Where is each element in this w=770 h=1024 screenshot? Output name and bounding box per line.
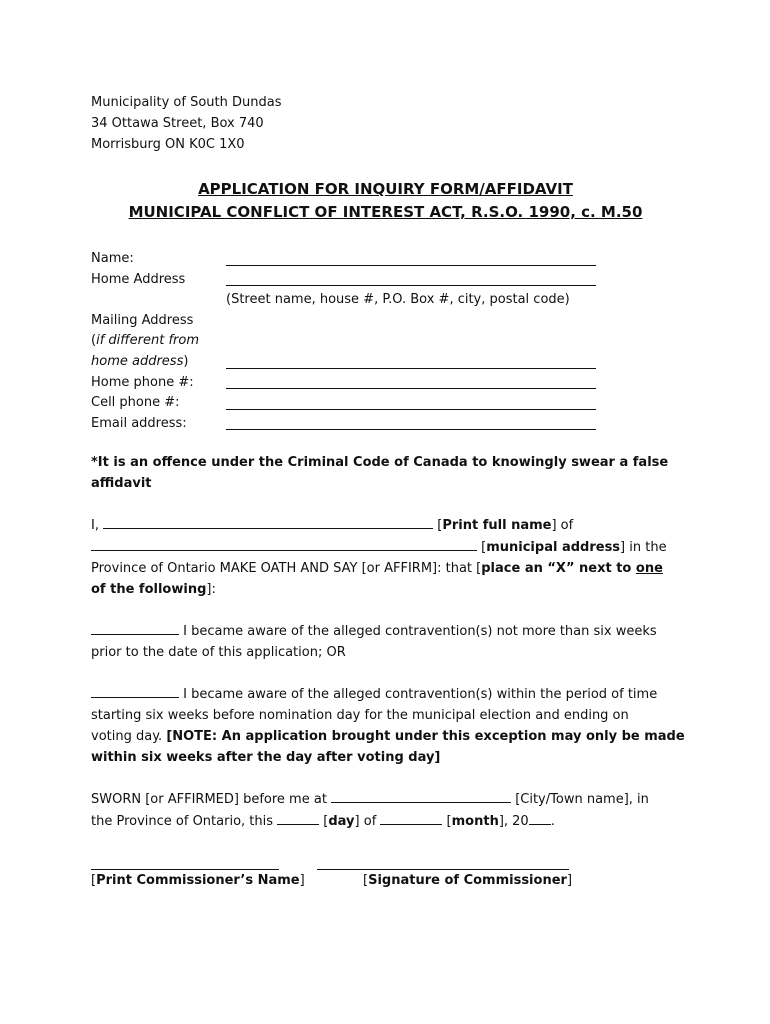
email-field[interactable]	[226, 415, 596, 430]
mailing-address-row-2	[91, 331, 680, 352]
commissioner-name-line[interactable]	[91, 856, 279, 870]
offence-warning	[91, 452, 680, 494]
home-phone-row	[91, 373, 680, 394]
sworn-statement	[91, 788, 680, 832]
oath-line-1: I, [Print full name] of	[91, 514, 680, 536]
option-1-line-2: prior to the date of this application; OR	[91, 645, 346, 661]
oath-line-4: of the following]:	[91, 582, 216, 598]
oath-line-3: Province of Ontario MAKE OATH AND SAY [or AFFIRM]: that [place an “X” next to one	[91, 561, 663, 577]
full-name-blank[interactable]	[103, 514, 433, 529]
mailing-address-label: Mailing Address	[91, 312, 194, 328]
option-1-line-1: I became aware of the alleged contravention(s) not more than six weeks	[91, 620, 680, 642]
name-label: Name:	[91, 251, 134, 266]
address-line-2: 34 Ottawa Street, Box 740	[91, 116, 264, 131]
home-phone-label: Home phone #:	[91, 374, 194, 390]
commissioner-signature-block	[91, 856, 681, 896]
option-2-line-4: within six weeks after the day after voting day]	[91, 750, 441, 766]
name-field[interactable]	[226, 251, 596, 266]
mailing-address-row	[91, 311, 680, 332]
email-row	[91, 414, 680, 435]
option-2-line-2: starting six weeks before nomination day for the municipal election and ending on	[91, 708, 629, 724]
option-1	[91, 620, 680, 663]
commissioner-signature-label: [Signature of Commissioner]	[363, 873, 573, 888]
option-2-line-1: I became aware of the alleged contravention(s) within the period of time	[91, 683, 680, 705]
option-2-line-3: voting day. [NOTE: An application brought under this exception may only be made	[91, 729, 685, 745]
warning-line-1: *It is an offence under the Criminal Code of Canada to knowingly swear a false	[91, 455, 669, 471]
mailing-address-row-3	[91, 352, 680, 373]
if-different-label: (if different from	[91, 333, 199, 349]
municipality-address	[91, 92, 680, 155]
commissioner-signature-line[interactable]	[317, 856, 569, 870]
commissioner-name-label: [Print Commissioner’s Name]	[91, 873, 305, 888]
home-address-note: (Street name, house #, P.O. Box #, city, postal code)	[226, 292, 570, 308]
name-row	[91, 249, 680, 270]
warning-line-2: affidavit	[91, 476, 152, 492]
year-blank[interactable]	[529, 810, 551, 825]
sworn-line-2: the Province of Ontario, this [day] of [month], 20 .	[91, 810, 680, 832]
sworn-line-1: SWORN [or AFFIRMED] before me at [City/Town name], in	[91, 788, 680, 810]
oath-line-2: [municipal address] in the	[91, 536, 680, 558]
cell-phone-label: Cell phone #:	[91, 395, 180, 411]
day-blank[interactable]	[277, 810, 319, 825]
home-address-hint: home address)	[91, 353, 189, 369]
city-town-blank[interactable]	[331, 788, 511, 803]
oath-statement	[91, 514, 680, 600]
home-address-label: Home Address	[91, 271, 186, 287]
option-2	[91, 683, 685, 768]
applicant-fields	[91, 249, 680, 434]
address-line-3: Morrisburg ON K0C 1X0	[91, 137, 245, 152]
month-blank[interactable]	[380, 810, 442, 825]
municipal-address-blank[interactable]	[91, 536, 477, 551]
act-title: MUNICIPAL CONFLICT OF INTEREST ACT, R.S.O. 1990, c. M.50	[128, 203, 643, 221]
document-titles	[91, 178, 680, 224]
form-title: APPLICATION FOR INQUIRY FORM/AFFIDAVIT	[198, 180, 573, 198]
option-1-checkbox-blank[interactable]	[91, 620, 179, 635]
email-label: Email address:	[91, 415, 187, 431]
home-phone-field[interactable]	[226, 374, 596, 389]
option-2-checkbox-blank[interactable]	[91, 683, 179, 698]
cell-phone-field[interactable]	[226, 395, 596, 410]
mailing-address-field[interactable]	[226, 354, 596, 369]
cell-phone-row	[91, 393, 680, 414]
address-line-1: Municipality of South Dundas	[91, 95, 282, 110]
home-address-row	[91, 270, 680, 291]
home-address-field[interactable]	[226, 271, 596, 286]
